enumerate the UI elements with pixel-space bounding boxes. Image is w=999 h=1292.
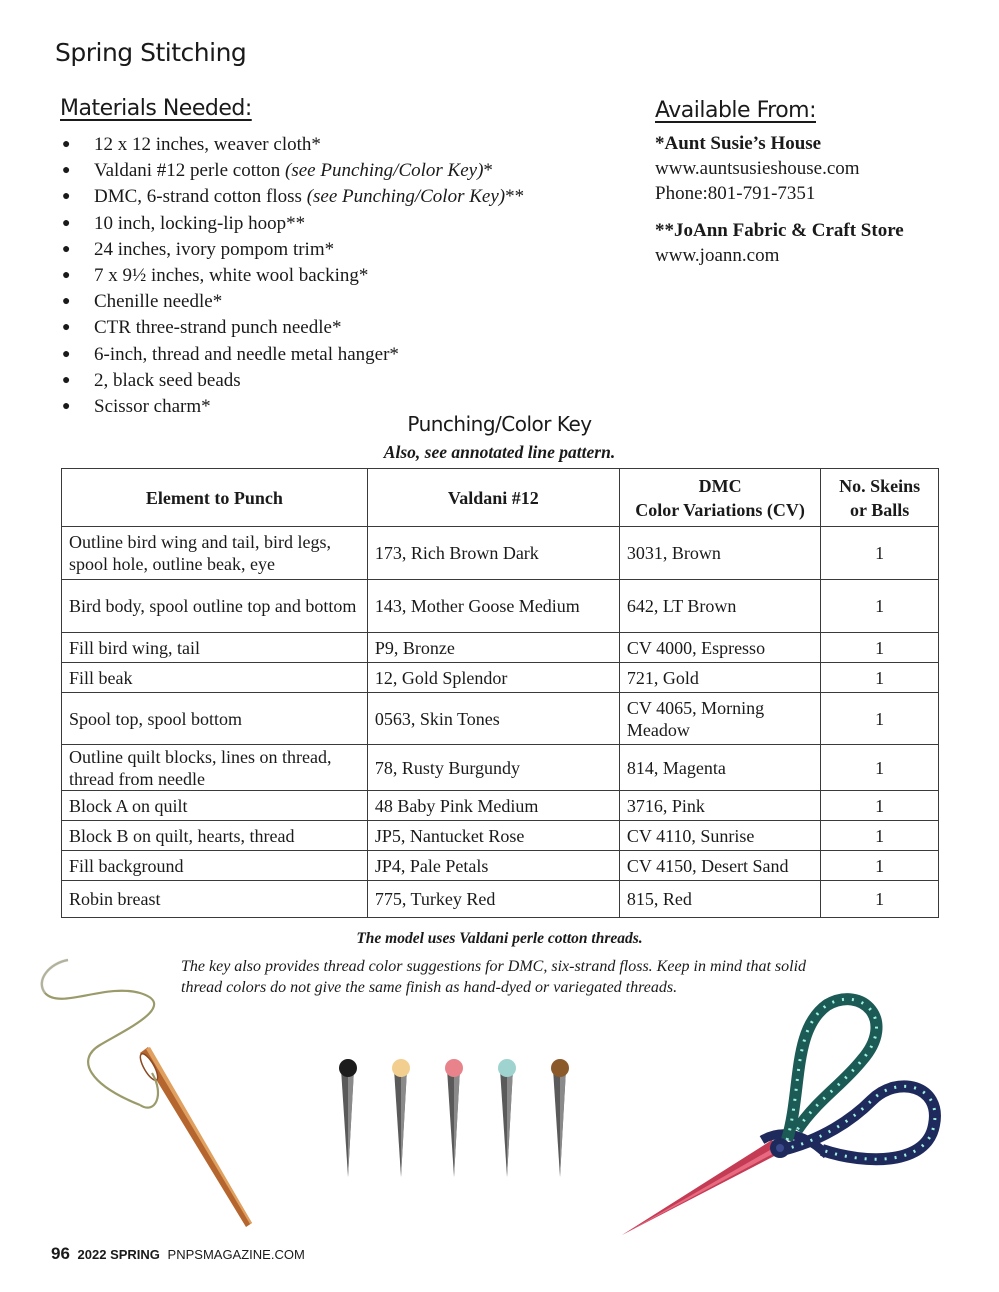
table-row bbox=[62, 527, 939, 580]
table-cell: 173, Rich Brown Dark bbox=[367, 527, 619, 580]
table-header-row bbox=[62, 469, 939, 527]
list-item: ● 12 x 12 inches, weaver cloth* bbox=[62, 134, 321, 155]
table-cell: 3716, Pink bbox=[619, 791, 820, 821]
table-cell: Outline quilt blocks, lines on thread, thread from needle bbox=[62, 745, 368, 791]
list-item: ● Valdani #12 perle cotton (see Punching/Color Key)* bbox=[62, 160, 493, 182]
list-item: ● CTR three-strand punch needle* bbox=[62, 317, 342, 339]
table-cell: 78, Rusty Burgundy bbox=[367, 745, 619, 791]
table-cell: 1 bbox=[821, 633, 939, 663]
table-cell: 814, Magenta bbox=[619, 745, 820, 791]
table-cell: 1 bbox=[821, 663, 939, 693]
key-heading: Punching/Color Key bbox=[407, 412, 592, 436]
store-website: www.joann.com bbox=[655, 245, 780, 266]
issue-label: 2022 SPRING bbox=[77, 1247, 160, 1262]
table-cell: CV 4000, Espresso bbox=[619, 633, 820, 663]
table-cell: Fill background bbox=[62, 851, 368, 881]
list-item: ● 10 inch, locking-lip hoop** bbox=[62, 212, 306, 234]
table-cell: 3031, Brown bbox=[619, 527, 820, 580]
table-cell: 1 bbox=[821, 791, 939, 821]
list-item: ● 2, black seed beads bbox=[62, 369, 241, 391]
pin-icon bbox=[551, 1059, 569, 1177]
table-cell: 1 bbox=[821, 881, 939, 918]
color-key-table bbox=[61, 468, 939, 918]
table-cell: CV 4150, Desert Sand bbox=[619, 851, 820, 881]
column-header: No. Skeins or Balls bbox=[821, 469, 939, 527]
materials-list bbox=[60, 132, 524, 420]
list-item: ● Chenille needle* bbox=[62, 291, 223, 313]
table-row bbox=[62, 663, 939, 693]
footer-site: PNPSMAGAZINE.COM bbox=[167, 1247, 305, 1262]
table-cell: JP4, Pale Petals bbox=[367, 851, 619, 881]
table-row bbox=[62, 745, 939, 791]
table-cell: Block A on quilt bbox=[62, 791, 368, 821]
table-cell: 0563, Skin Tones bbox=[367, 693, 619, 745]
table-cell: 775, Turkey Red bbox=[367, 881, 619, 918]
page-title: Spring Stitching bbox=[55, 38, 247, 67]
table-cell: 642, LT Brown bbox=[619, 580, 820, 633]
store-phone: Phone:801-791-7351 bbox=[655, 183, 816, 204]
store-name: *Aunt Susie’s House bbox=[655, 133, 822, 154]
table-cell: Block B on quilt, hearts, thread bbox=[62, 821, 368, 851]
table-row bbox=[62, 693, 939, 745]
column-header: Element to Punch bbox=[62, 469, 368, 527]
table-cell: JP5, Nantucket Rose bbox=[367, 821, 619, 851]
table-cell: 12, Gold Splendor bbox=[367, 663, 619, 693]
table-row bbox=[62, 821, 939, 851]
table-cell: P9, Bronze bbox=[367, 633, 619, 663]
pin-icon bbox=[498, 1059, 516, 1177]
table-cell: 1 bbox=[821, 580, 939, 633]
pin-icon bbox=[339, 1059, 357, 1177]
list-item: ● 24 inches, ivory pompom trim* bbox=[62, 238, 335, 260]
store-name: **JoAnn Fabric & Craft Store bbox=[655, 220, 904, 241]
table-cell: 1 bbox=[821, 821, 939, 851]
table-cell: Fill bird wing, tail bbox=[62, 633, 368, 663]
scissors-icon bbox=[612, 990, 952, 1245]
available-heading: Available From: bbox=[655, 98, 816, 123]
list-item: ● Scissor charm* bbox=[62, 395, 211, 417]
table-cell: CV 4065, Morning Meadow bbox=[619, 693, 820, 745]
table-cell: 1 bbox=[821, 851, 939, 881]
table-cell: Fill beak bbox=[62, 663, 368, 693]
table-cell: 1 bbox=[821, 693, 939, 745]
list-item: ● 6-inch, thread and needle metal hanger* bbox=[62, 343, 399, 365]
table-cell: CV 4110, Sunrise bbox=[619, 821, 820, 851]
materials-heading: Materials Needed: bbox=[60, 96, 252, 121]
table-cell: 143, Mother Goose Medium bbox=[367, 580, 619, 633]
table-cell: Bird body, spool outline top and bottom bbox=[62, 580, 368, 633]
table-cell: Spool top, spool bottom bbox=[62, 693, 368, 745]
available-from bbox=[655, 131, 904, 268]
table-cell: 721, Gold bbox=[619, 663, 820, 693]
key-note: The key also provides thread color suggestions for DMC, six-strand floss. Keep in mind that solid thread colors do not give the same finish as hand-dyed or variegated threads. bbox=[181, 958, 807, 996]
page-footer bbox=[51, 1244, 305, 1264]
column-header: Valdani #12 bbox=[367, 469, 619, 527]
key-subheading: Also, see annotated line pattern. bbox=[383, 442, 616, 462]
pins-icon bbox=[330, 1055, 580, 1185]
table-cell: Outline bird wing and tail, bird legs, spool hole, outline beak, eye bbox=[62, 527, 368, 580]
table-cell: Robin breast bbox=[62, 881, 368, 918]
model-note: The model uses Valdani perle cotton threads. bbox=[356, 930, 643, 947]
table-cell: 1 bbox=[821, 527, 939, 580]
column-header: DMC Color Variations (CV) bbox=[619, 469, 820, 527]
table-row bbox=[62, 851, 939, 881]
pin-icon bbox=[445, 1059, 463, 1177]
page-number: 96 bbox=[51, 1244, 70, 1263]
table-row bbox=[62, 881, 939, 918]
table-cell: 1 bbox=[821, 745, 939, 791]
list-item: ● 7 x 9½ inches, white wool backing* bbox=[62, 264, 369, 286]
table-row bbox=[62, 633, 939, 663]
table-row bbox=[62, 791, 939, 821]
list-item: ● DMC, 6-strand cotton floss (see Punching/Color Key)** bbox=[62, 186, 525, 208]
table-cell: 815, Red bbox=[619, 881, 820, 918]
store-website: www.auntsusieshouse.com bbox=[655, 158, 860, 179]
pin-icon bbox=[392, 1059, 410, 1177]
table-cell: 48 Baby Pink Medium bbox=[367, 791, 619, 821]
table-row bbox=[62, 580, 939, 633]
needle-thread-icon bbox=[30, 955, 270, 1235]
